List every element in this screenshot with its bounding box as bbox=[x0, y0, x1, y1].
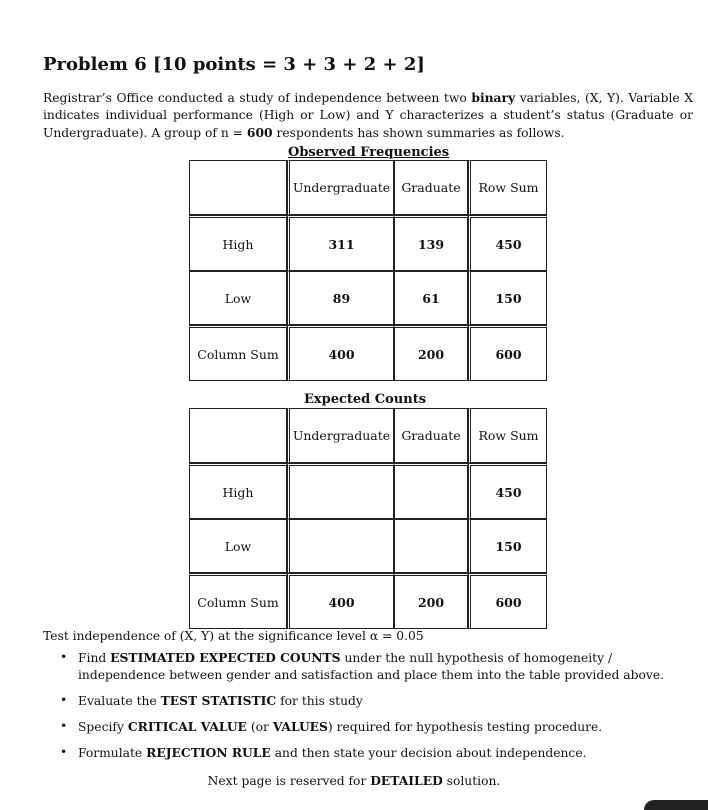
task-text: under the null hypothesis of homogeneity / independence between gender and satisfaction and place them into the table provided above. bbox=[78, 651, 665, 682]
expected-table bbox=[189, 408, 547, 629]
task-text: Evaluate the bbox=[78, 694, 161, 708]
observed-caption: Observed Frequencies bbox=[288, 145, 450, 160]
expected-blank-cell bbox=[394, 463, 468, 519]
observed-cell: 200 bbox=[394, 325, 468, 381]
observed-row-label: Column Sum bbox=[189, 325, 287, 381]
problem-title: Problem 6 [10 points = 3 + 3 + 2 + 2] bbox=[43, 54, 425, 75]
task-item-rejection-rule bbox=[60, 744, 692, 762]
task-item-expected-counts bbox=[60, 649, 692, 684]
expected-row-label: High bbox=[189, 463, 287, 519]
bullet-icon: • bbox=[60, 693, 68, 707]
expected-row-column-sum bbox=[189, 573, 547, 629]
expected-row-label: Column Sum bbox=[189, 573, 287, 629]
expected-cell: 400 bbox=[287, 573, 394, 629]
footer-note bbox=[0, 773, 708, 788]
expected-blank-cell bbox=[287, 519, 394, 573]
task-list bbox=[60, 649, 692, 770]
expected-header-row bbox=[189, 408, 547, 463]
observed-cell: 400 bbox=[287, 325, 394, 381]
expected-cell: 150 bbox=[468, 519, 547, 573]
observed-row-label: High bbox=[189, 215, 287, 271]
observed-header-row bbox=[189, 160, 547, 215]
task-text: ) required for hypothesis testing procedure. bbox=[327, 720, 603, 734]
footer-text: Next page is reserved for bbox=[207, 774, 371, 788]
expected-blank-cell bbox=[287, 463, 394, 519]
expected-cell: 600 bbox=[468, 573, 547, 629]
footer-text: solution. bbox=[442, 774, 501, 788]
problem-intro bbox=[43, 89, 693, 142]
observed-row-low bbox=[189, 271, 547, 325]
expected-cell: 200 bbox=[394, 573, 468, 629]
task-item-critical-value bbox=[60, 718, 692, 736]
observed-cell: 311 bbox=[287, 215, 394, 271]
bullet-icon: • bbox=[60, 745, 68, 759]
intro-text-1: Registrar’s Office conducted a study of independence between two bbox=[43, 91, 472, 105]
corner-widget[interactable] bbox=[644, 800, 708, 810]
task-bold: REJECTION RULE bbox=[146, 745, 271, 760]
expected-col-graduate: Graduate bbox=[394, 408, 468, 463]
intro-text-2: variables, (X, Y). Variable X indicates individual performance (High or Low) and Y characterizes a student’s status (Graduate or Undergraduate). A group of n = bbox=[43, 91, 693, 140]
observed-corner-cell bbox=[189, 160, 287, 215]
task-item-test-statistic bbox=[60, 692, 692, 710]
expected-cell: 450 bbox=[468, 463, 547, 519]
observed-row-label: Low bbox=[189, 271, 287, 325]
task-text: Formulate bbox=[78, 746, 147, 760]
observed-table bbox=[189, 160, 547, 381]
observed-cell: 139 bbox=[394, 215, 468, 271]
task-bold: ESTIMATED EXPECTED COUNTS bbox=[110, 650, 341, 665]
expected-row-low bbox=[189, 519, 547, 573]
task-text: and then state your decision about independence. bbox=[270, 746, 587, 760]
expected-col-undergraduate: Undergraduate bbox=[287, 408, 394, 463]
expected-row-label: Low bbox=[189, 519, 287, 573]
intro-text-3: respondents has shown summaries as follows. bbox=[272, 126, 565, 140]
observed-col-row-sum: Row Sum bbox=[468, 160, 547, 215]
observed-row-high bbox=[189, 215, 547, 271]
intro-bold-binary: binary bbox=[471, 90, 516, 105]
expected-row-high bbox=[189, 463, 547, 519]
task-text: for this study bbox=[276, 694, 363, 708]
observed-row-column-sum bbox=[189, 325, 547, 381]
observed-col-graduate: Graduate bbox=[394, 160, 468, 215]
task-bold: TEST STATISTIC bbox=[160, 693, 277, 708]
observed-cell: 600 bbox=[468, 325, 547, 381]
bullet-icon: • bbox=[60, 719, 68, 733]
expected-blank-cell bbox=[394, 519, 468, 573]
observed-cell: 450 bbox=[468, 215, 547, 271]
observed-col-undergraduate: Undergraduate bbox=[287, 160, 394, 215]
expected-corner-cell bbox=[189, 408, 287, 463]
bullet-icon: • bbox=[60, 650, 68, 664]
observed-cell: 150 bbox=[468, 271, 547, 325]
task-bold: VALUES bbox=[272, 719, 328, 734]
footer-bold: DETAILED bbox=[370, 773, 443, 788]
task-intro: Test independence of (X, Y) at the significance level α = 0.05 bbox=[43, 629, 424, 643]
task-bold: CRITICAL VALUE bbox=[127, 719, 247, 734]
intro-bold-n: 600 bbox=[246, 125, 273, 140]
observed-cell: 89 bbox=[287, 271, 394, 325]
expected-col-row-sum: Row Sum bbox=[468, 408, 547, 463]
task-text: Find bbox=[78, 651, 111, 665]
task-text: (or bbox=[246, 720, 273, 734]
task-text: Specify bbox=[78, 720, 128, 734]
expected-caption: Expected Counts bbox=[303, 392, 427, 407]
observed-cell: 61 bbox=[394, 271, 468, 325]
